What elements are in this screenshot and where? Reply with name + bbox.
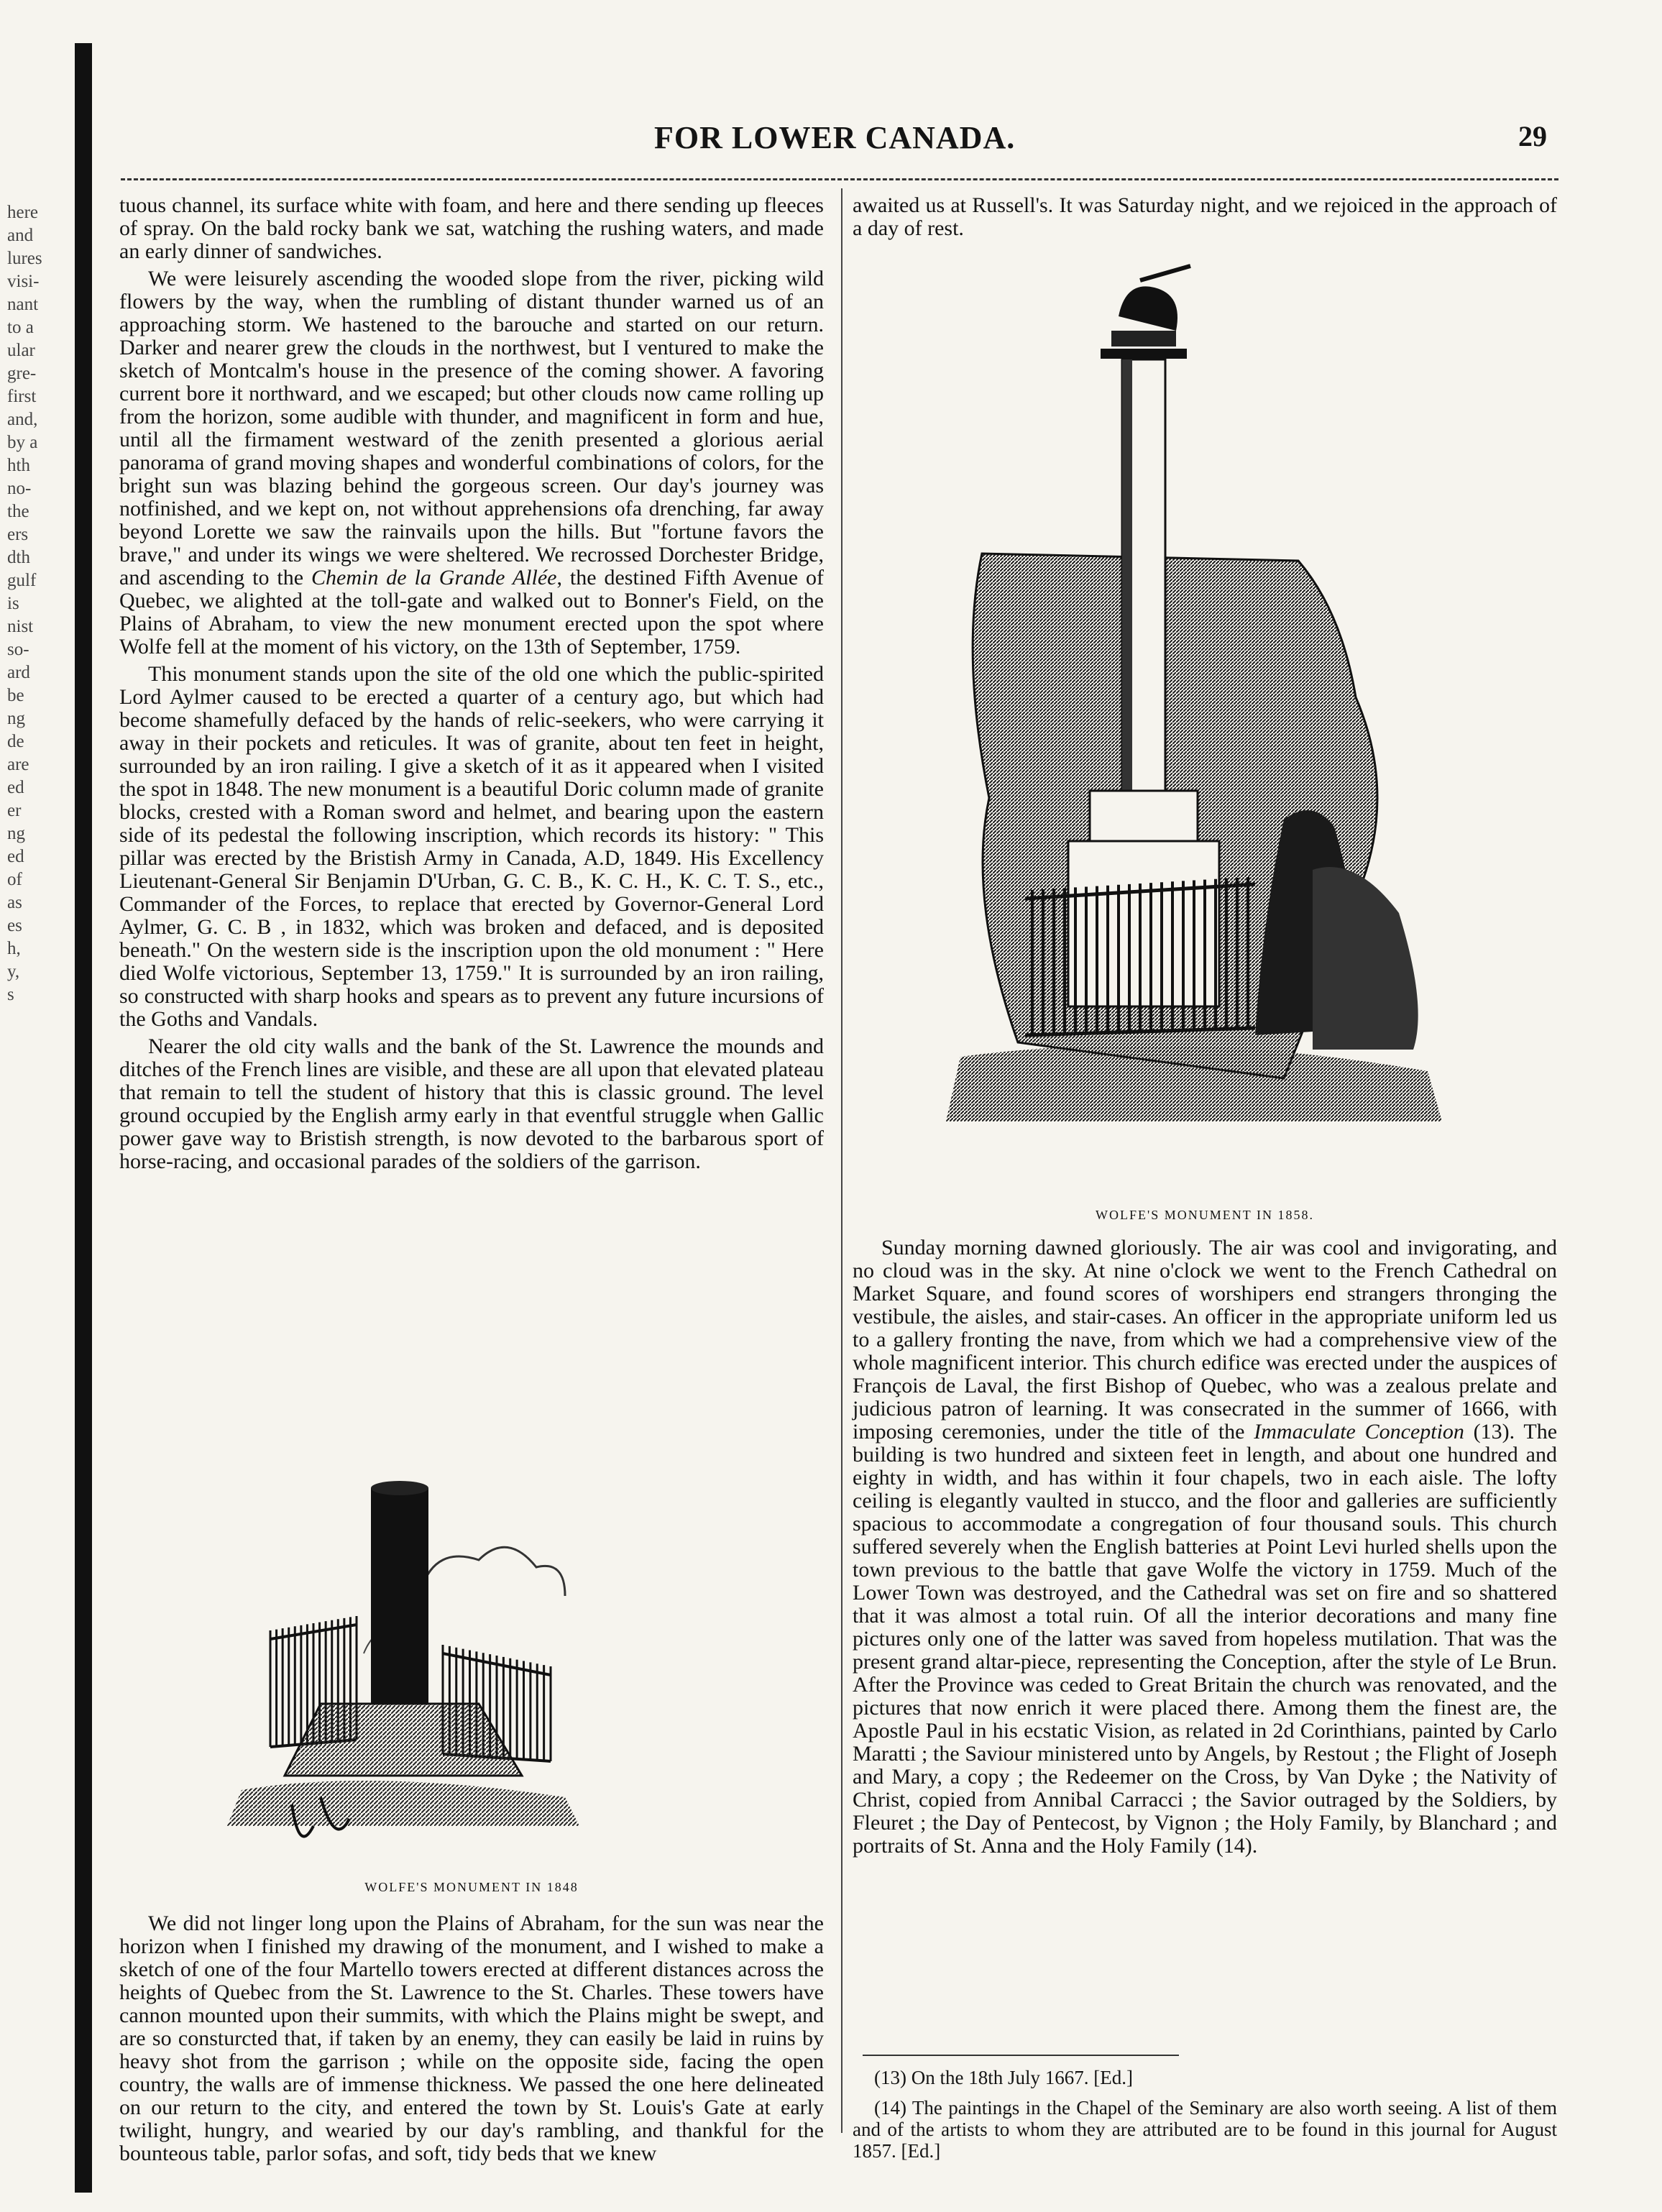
footnote-13: (13) On the 18th July 1667. [Ed.] [874,2067,1133,2088]
binding-fragment: er [7,801,22,820]
binding-fragment: and, [7,410,38,429]
binding-fragment: visi- [7,272,40,291]
binding-fragment: dth [7,548,30,567]
binding-fragment: y, [7,962,20,981]
footnotes [853,2067,1557,2170]
binding-fragment: es [7,916,22,935]
binding-fragment: hth [7,456,30,475]
binding-fragment: are [7,755,29,774]
binding-fragment: be [7,686,24,705]
engraving-monument-1848 [119,1416,824,1869]
right-paragraph-2: Sunday morning dawned gloriously. The air was cool and invigorating, and no cloud was in the sky. At nine o'clock we went to the French Cathedral on Market Square, and found scores of worshipers end strangers thronging the vestibule, the aisles, and stair-cases. An officer in the appropriate uniform led us to a gallery fronting the nave, from which we had a comprehensive view of the whole magnificent interior. This church edifice was erected under the auspices of François de Laval, the first Bishop of Quebec, who was a zealous prelate and judicious patron of learning. It was consecrated in the summer of 1666, with imposing ceremonies, under the title of the Immaculate Conception (13). The building is two hundred and sixteen feet in length, and about one hundred and eighty in width, and has within it four chapels, two in each aisle. The lofty ceiling is elegantly vaulted in stucco, and the floor and galleries are sufficiently spacious to accommodate a congregation of four thousand souls. This church suffered severely when the English batteries at Point Levi hurled shells upon the town previous to the battle that gave Wolfe the victory in 1759. Much of the Lower Town was destroyed, and the Cathedral was set on fire and so shattered that it was almost a total ruin. Of all the interior decorations and many fine pictures only one of the latter was saved from hopeless mutilation. That was the present grand altar-piece, representing the Conception, after the style of Le Brun. After the Province was ceded to Great Britain the church was renovated, and the pictures that now enrich it were placed there. Among them the finest are, the Apostle Paul in his ecstatic Vision, as related in 2d Corinthians, painted by Carlo Maratti ; the Saviour ministered unto by Angels, by Restout ; the Flight of Joseph and Mary, a copy ; the Redeemer on the Cross, by Van Dyke ; the Nativity of Christ, copied from Annibal Carracci ; the Savior outraged by the Soldiers, by Fleuret ; the Day of Pentecost, by Vignon ; the Holy Family, by Blanchard ; and portraits of St. Anna and the Holy Family (14). [853,1236,1558,1858]
binding-fragment: ng [7,824,25,843]
binding-fragment: is [7,594,19,613]
immaculate-conception-italic: Immaculate Conception [1254,1420,1464,1444]
left-paragraph-5: We did not linger long upon the Plains of Abraham, for the sun was near the horizon when I finished my drawing of the monument, and I wished to make a sketch of one of the four Martello towers erected at different distances across the heights of Quebec from the St. Lawrence to the St. Charles. These towers have cannon mounted upon their summits, with which the Plains might be swept, and are so consturcted that, if taken by an enemy, they can easily be laid in ruins by heavy shot from the garrison ; while on the opposite side, facing the open country, the walls are of immense thickness. We passed the one here delineated on our return to the city, and entered the town by St. Louis's Gate at early twilight, hungry, and wearied by our day's rambling, and thankful for the bounteous table, parlor sofas, and soft, tidy beds that we knew [119,1912,824,2165]
binding-fragment: de [7,732,24,751]
footnote-rule [863,2055,1179,2056]
footnote-14: (14) The paintings in the Chapel of the Seminary are also worth seeing. A list of them and of the artists to whom they are attributed are to be found in this journal for August 1857. [Ed.] [853,2097,1557,2162]
binding-fragment: first [7,387,37,406]
left-paragraph-4: Nearer the old city walls and the bank of the St. Lawrence the mounds and ditches of the French lines are visible, and these are all upon that elevated plateau that remain to tell the student of history that this is classic ground. The level ground occupied by the English army early in that eventful struggle when Gallic power gave way to Bristish strength, is now devoted to the barbarous sport of horse-racing, and occasional parades of the soldiers of the garrison. [119,1034,824,1173]
left-paragraph-3: This monument stands upon the site of the old one which the public-spirited Lord Aylmer caused to be erected a quarter of a century ago, but which had become shamefully defaced by the hands of relic-seekers, who were carrying it away in their pockets and reticules. It was of granite, about ten feet in height, surrounded by an iron railing. I give a sketch of it as it appeared when I visited the spot in 1848. The new monument is a beautiful Doric column made of granite blocks, crested with a Roman sword and helmet, and bearing upon the eastern side of its pedestal the following inscription, which records its history: " This pillar was erected by the Bristish Army in Canada, A.D, 1849. His Excellency Lieutenant-General Sir Benjamin D'Urban, G. C. B., K. C. H., K. C. T. S., etc., Commander of the Forces, to replace that erected by Governor-General Lord Aylmer, G. C. B , in 1832, which was broken and defaced, and is deposited beneath." On the western side is the inscription upon the old monument : " Here died Wolfe victorious, September 13, 1759." It is surrounded by an iron railing, so constructed with sharp hooks and spears as to prevent any future incursions of the Goths and Vandals. [119,662,824,1031]
caption-monument-1858: WOLFE'S MONUMENT IN 1858. [1096,1208,1314,1222]
binding-fragment: nist [7,617,34,636]
binding-fragment: ard [7,663,30,682]
right-column [853,194,1557,244]
binding-fragment: gulf [7,571,37,590]
binding-fragment: the [7,502,29,521]
binding-shadow [75,43,92,2193]
caption-monument-1848: WOLFE'S MONUMENT IN 1848 [364,1880,579,1894]
left-paragraph-2: We were leisurely ascending the wooded slope from the river, picking wild flowers by the way, when the rumbling of distant thunder warned us of an approaching storm. We hastened to the barouche and started on our return. Darker and nearer grew the clouds in the northwest, but I ventured to make the sketch of Montcalm's house in the presence of the coming shower. A favoring current bore it northward, and we escaped; but other clouds now came rolling up from the horizon, some audible with thunder, and magnificent in form and hue, until all the firmament westward of the zenith presented a glorious aerial panorama of grand moving shapes and wonderful combinations of colors, for the bright sun was blazing behind the gorgeous screen. Our day's journey was notfinished, and we kept on, not without apprehensions ofa drenching, far away beyond Lorette we saw the rainvails upon the hills. But "fortune favors the brave," and under its wings we were sheltered. We recrossed Dorchester Bridge, and ascending to the Chemin de la Grande Allée, the destined Fifth Avenue of Quebec, we alighted at the toll-gate and walked out to Bonner's Field, on the Plains of Abraham, to view the new monument erected upon the spot where Wolfe fell at the moment of his victory, on the 13th of September, 1759. [119,267,824,658]
binding-fragment: ed [7,847,24,866]
binding-fragment: and [7,226,34,245]
binding-fragment: ular [7,341,35,360]
binding-fragment: s [7,985,14,1004]
binding-fragment: here [7,203,39,222]
binding-fragment: ers [7,525,29,544]
binding-fragment: gre- [7,364,37,383]
binding-fragment: by a [7,433,38,452]
binding-fragment: ed [7,778,24,797]
right-paragraph-1: awaited us at Russell's. It was Saturday night, and we rejoiced in the approach of a day of rest. [853,193,1557,240]
binding-fragment: h, [7,939,21,958]
binding-fragment: ng [7,709,25,728]
binding-fragment: of [7,870,22,889]
left-column [119,194,824,1178]
binding-fragment: as [7,893,22,912]
engraving-monument-1858 [853,252,1557,1201]
column-rule [841,188,843,2133]
previous-page-fragments [7,201,63,1208]
binding-fragment: to a [7,318,34,337]
header-rule [121,178,1558,180]
binding-fragment: nant [7,295,39,314]
binding-fragment: so- [7,640,29,659]
page-number: 29 [1518,120,1547,152]
chemin-italic: Chemin de la Grande Allée [311,566,557,589]
running-head: FOR LOWER CANADA. [654,120,1016,155]
left-paragraph-1: tuous channel, its surface white with foam, and here and there sending up fleeces of spray. On the bald rocky bank we sat, watching the rushing waters, and made an early dinner of sandwiches. [119,193,824,263]
binding-fragment: no- [7,479,32,498]
binding-fragment: lures [7,249,42,268]
